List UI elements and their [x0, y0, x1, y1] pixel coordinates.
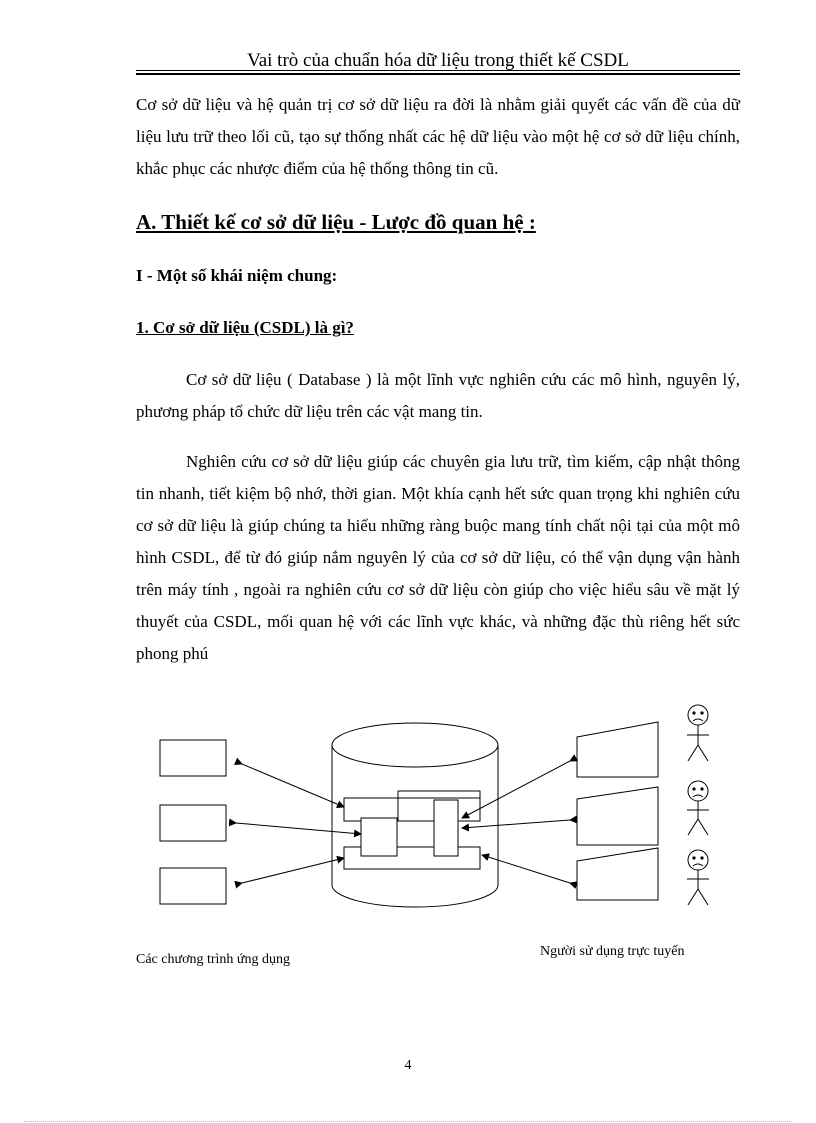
application-box-3 [160, 868, 226, 904]
terminal-screen-1 [577, 722, 658, 777]
database-diagram [130, 695, 730, 925]
header-rule-thin [136, 70, 740, 71]
arrow-app-1 [242, 764, 344, 807]
application-box-2 [160, 805, 226, 841]
section-1-heading: 1. Cơ sở dữ liệu (CSDL) là gì? [136, 318, 354, 337]
arrow-user-1 [462, 761, 570, 818]
intro-paragraph: Cơ sở dữ liệu và hệ quản trị cơ sở dữ liệu ra đời là nhằm giải quyết các vấn đề của dữ liệu lưu trữ theo lối cũ, tạo sự thống nhất các hệ dữ liệu vào một hệ cơ sở dữ liệu chính, khắc phục các nhược điểm của hệ thống thông tin cũ. [136, 95, 740, 178]
user-icon-1 [687, 705, 709, 761]
db-structure-right [434, 800, 458, 856]
user-icon-3 [687, 850, 709, 905]
caption-applications: Các chương trình ứng dụng [136, 952, 290, 967]
section-i-heading: I - Một số khái niệm chung: [136, 266, 338, 285]
paragraph-database-research: Nghiên cứu cơ sở dữ liệu giúp các chuyên gia lưu trữ, tìm kiếm, cập nhật thông tin nhanh, tiết kiệm bộ nhớ, thời gian. Một khía cạnh hết sức quan trọng khi nghiên cứu cơ sở dữ liệu là giúp chúng ta hiểu những ràng buộc mang tính chất nội tại của một mô hình CSDL, để từ đó giúp nắm nguyên lý của cơ sở dữ liệu, có thể vận dụng vận hành trên máy tính , ngoài ra nghiên cứu cơ sở dữ liệu còn giúp cho việc hiểu sâu về mặt lý thuyết của CSDL, mối quan hệ với các lĩnh vực khác, và những đặc thù riêng hết sức phong phú [136, 452, 740, 663]
arrow-app-3 [242, 858, 344, 883]
user-icon-2 [687, 781, 709, 835]
page-number: 4 [404, 1058, 412, 1073]
application-box-1 [160, 740, 226, 776]
page-bottom-border [24, 1121, 792, 1122]
section-a-heading: A. Thiết kế cơ sở dữ liệu - Lược đồ quan hệ : [136, 210, 536, 234]
arrow-user-3 [482, 855, 570, 883]
arrow-app-2 [236, 823, 361, 834]
running-header: Vai trò của chuẩn hóa dữ liệu trong thiết kế CSDL [247, 50, 629, 71]
db-structure-center [361, 818, 397, 856]
header-rule-thick [136, 73, 740, 75]
terminal-screen-3 [577, 848, 658, 900]
terminal-screen-2 [577, 787, 658, 845]
caption-online-users: Người sử dụng trực tuyến [540, 944, 685, 959]
paragraph-database-definition: Cơ sở dữ liệu ( Database ) là một lĩnh vực nghiên cứu các mô hình, nguyên lý, phương pháp tổ chức dữ liệu trên các vật mang tin. [136, 370, 740, 421]
